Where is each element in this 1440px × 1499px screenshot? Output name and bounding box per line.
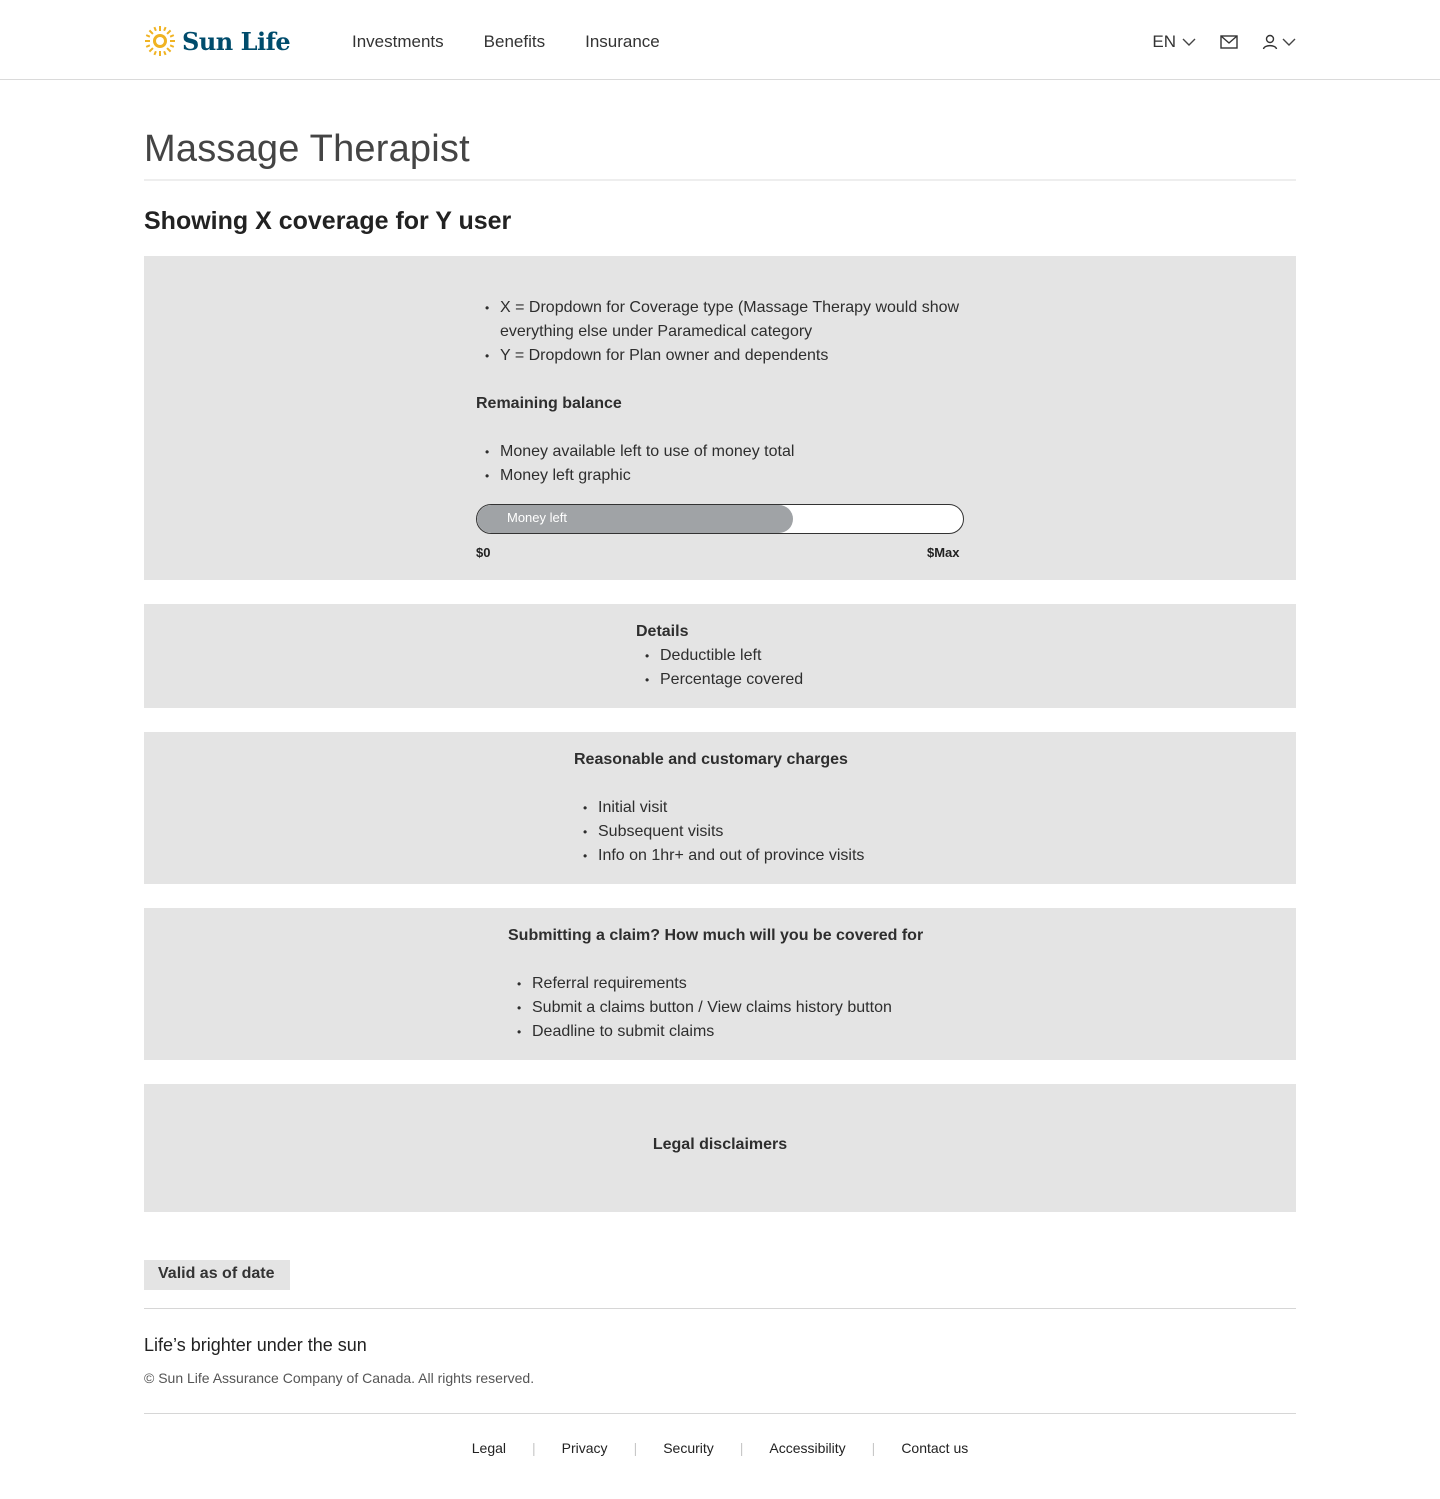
footer-link-legal[interactable]: Legal [471,1440,507,1456]
claims-items [508,972,892,1044]
money-left-bar [476,504,964,534]
list-item: • Money left graphic [476,464,976,488]
title-divider [144,179,1296,181]
details-panel [144,604,1296,708]
nav-insurance[interactable]: Insurance [585,32,660,51]
language-selector[interactable] [1152,32,1196,52]
list-item: • X = Dropdown for Coverage type (Massage Therapy would show everything else under Paramedical category [476,296,976,344]
sun-life-logo[interactable] [144,25,290,57]
main-nav [352,32,660,52]
bar-min-label: $0 [476,545,491,560]
footer-links-divider [144,1413,1296,1414]
brand-name: Sun Life [182,26,291,56]
details-heading: Details [636,623,689,640]
remaining-balance-panel [144,256,1296,580]
legal-panel [144,1084,1296,1212]
footer-link-contact[interactable]: Contact us [901,1440,969,1456]
chevron-down-icon [1282,38,1296,46]
claims-panel [144,908,1296,1060]
balance-items [476,440,976,488]
coverage-notes [476,296,976,368]
footer-links [0,1440,1440,1456]
footer-copyright: © Sun Life Assurance Company of Canada. All rights reserved. [144,1370,535,1386]
footer-link-security[interactable]: Security [663,1440,714,1456]
valid-date-badge: Valid as of date [144,1260,290,1290]
list-item: • Deadline to submit claims [508,1020,892,1044]
separator: | [633,1440,638,1456]
legal-disclaimers-heading: Legal disclaimers [652,1136,788,1153]
list-item: • Y = Dropdown for Plan owner and dependents [476,344,976,368]
list-item: • Percentage covered [636,668,803,692]
coverage-subtitle: Showing X coverage for Y user [144,207,512,235]
page-title: Massage Therapist [144,128,470,170]
details-items [636,644,803,692]
chevron-down-icon [1182,38,1196,46]
list-item: • Subsequent visits [574,820,864,844]
footer-divider [144,1308,1296,1309]
separator: | [739,1440,744,1456]
nav-investments[interactable]: Investments [352,32,444,51]
list-item: • Initial visit [574,796,864,820]
mail-icon[interactable] [1220,35,1238,49]
separator: | [532,1440,536,1456]
site-header [0,0,1440,80]
separator: | [871,1440,876,1456]
footer-link-privacy[interactable]: Privacy [561,1440,608,1456]
account-menu[interactable] [1262,34,1296,50]
money-left-label: Money left [507,510,567,525]
footer-tagline: Life’s brighter under the sun [144,1335,367,1355]
footer-link-accessibility[interactable]: Accessibility [769,1440,846,1456]
utility-nav [1152,32,1296,52]
claims-heading: Submitting a claim? How much will you be covered for [508,927,924,944]
bar-max-label: $Max [927,545,960,560]
remaining-balance-heading: Remaining balance [476,395,622,412]
charges-heading: Reasonable and customary charges [574,751,848,768]
sun-icon [144,25,176,57]
charges-panel [144,732,1296,884]
list-item: • Deductible left [636,644,803,668]
list-item: • Info on 1hr+ and out of province visits [574,844,864,868]
list-item: • Referral requirements [508,972,892,996]
list-item: • Submit a claims button / View claims history button [508,996,892,1020]
language-label: EN [1152,32,1176,51]
charges-items [574,796,864,868]
list-item: • Money available left to use of money total [476,440,976,464]
nav-benefits[interactable]: Benefits [483,32,546,51]
user-icon [1262,34,1278,50]
